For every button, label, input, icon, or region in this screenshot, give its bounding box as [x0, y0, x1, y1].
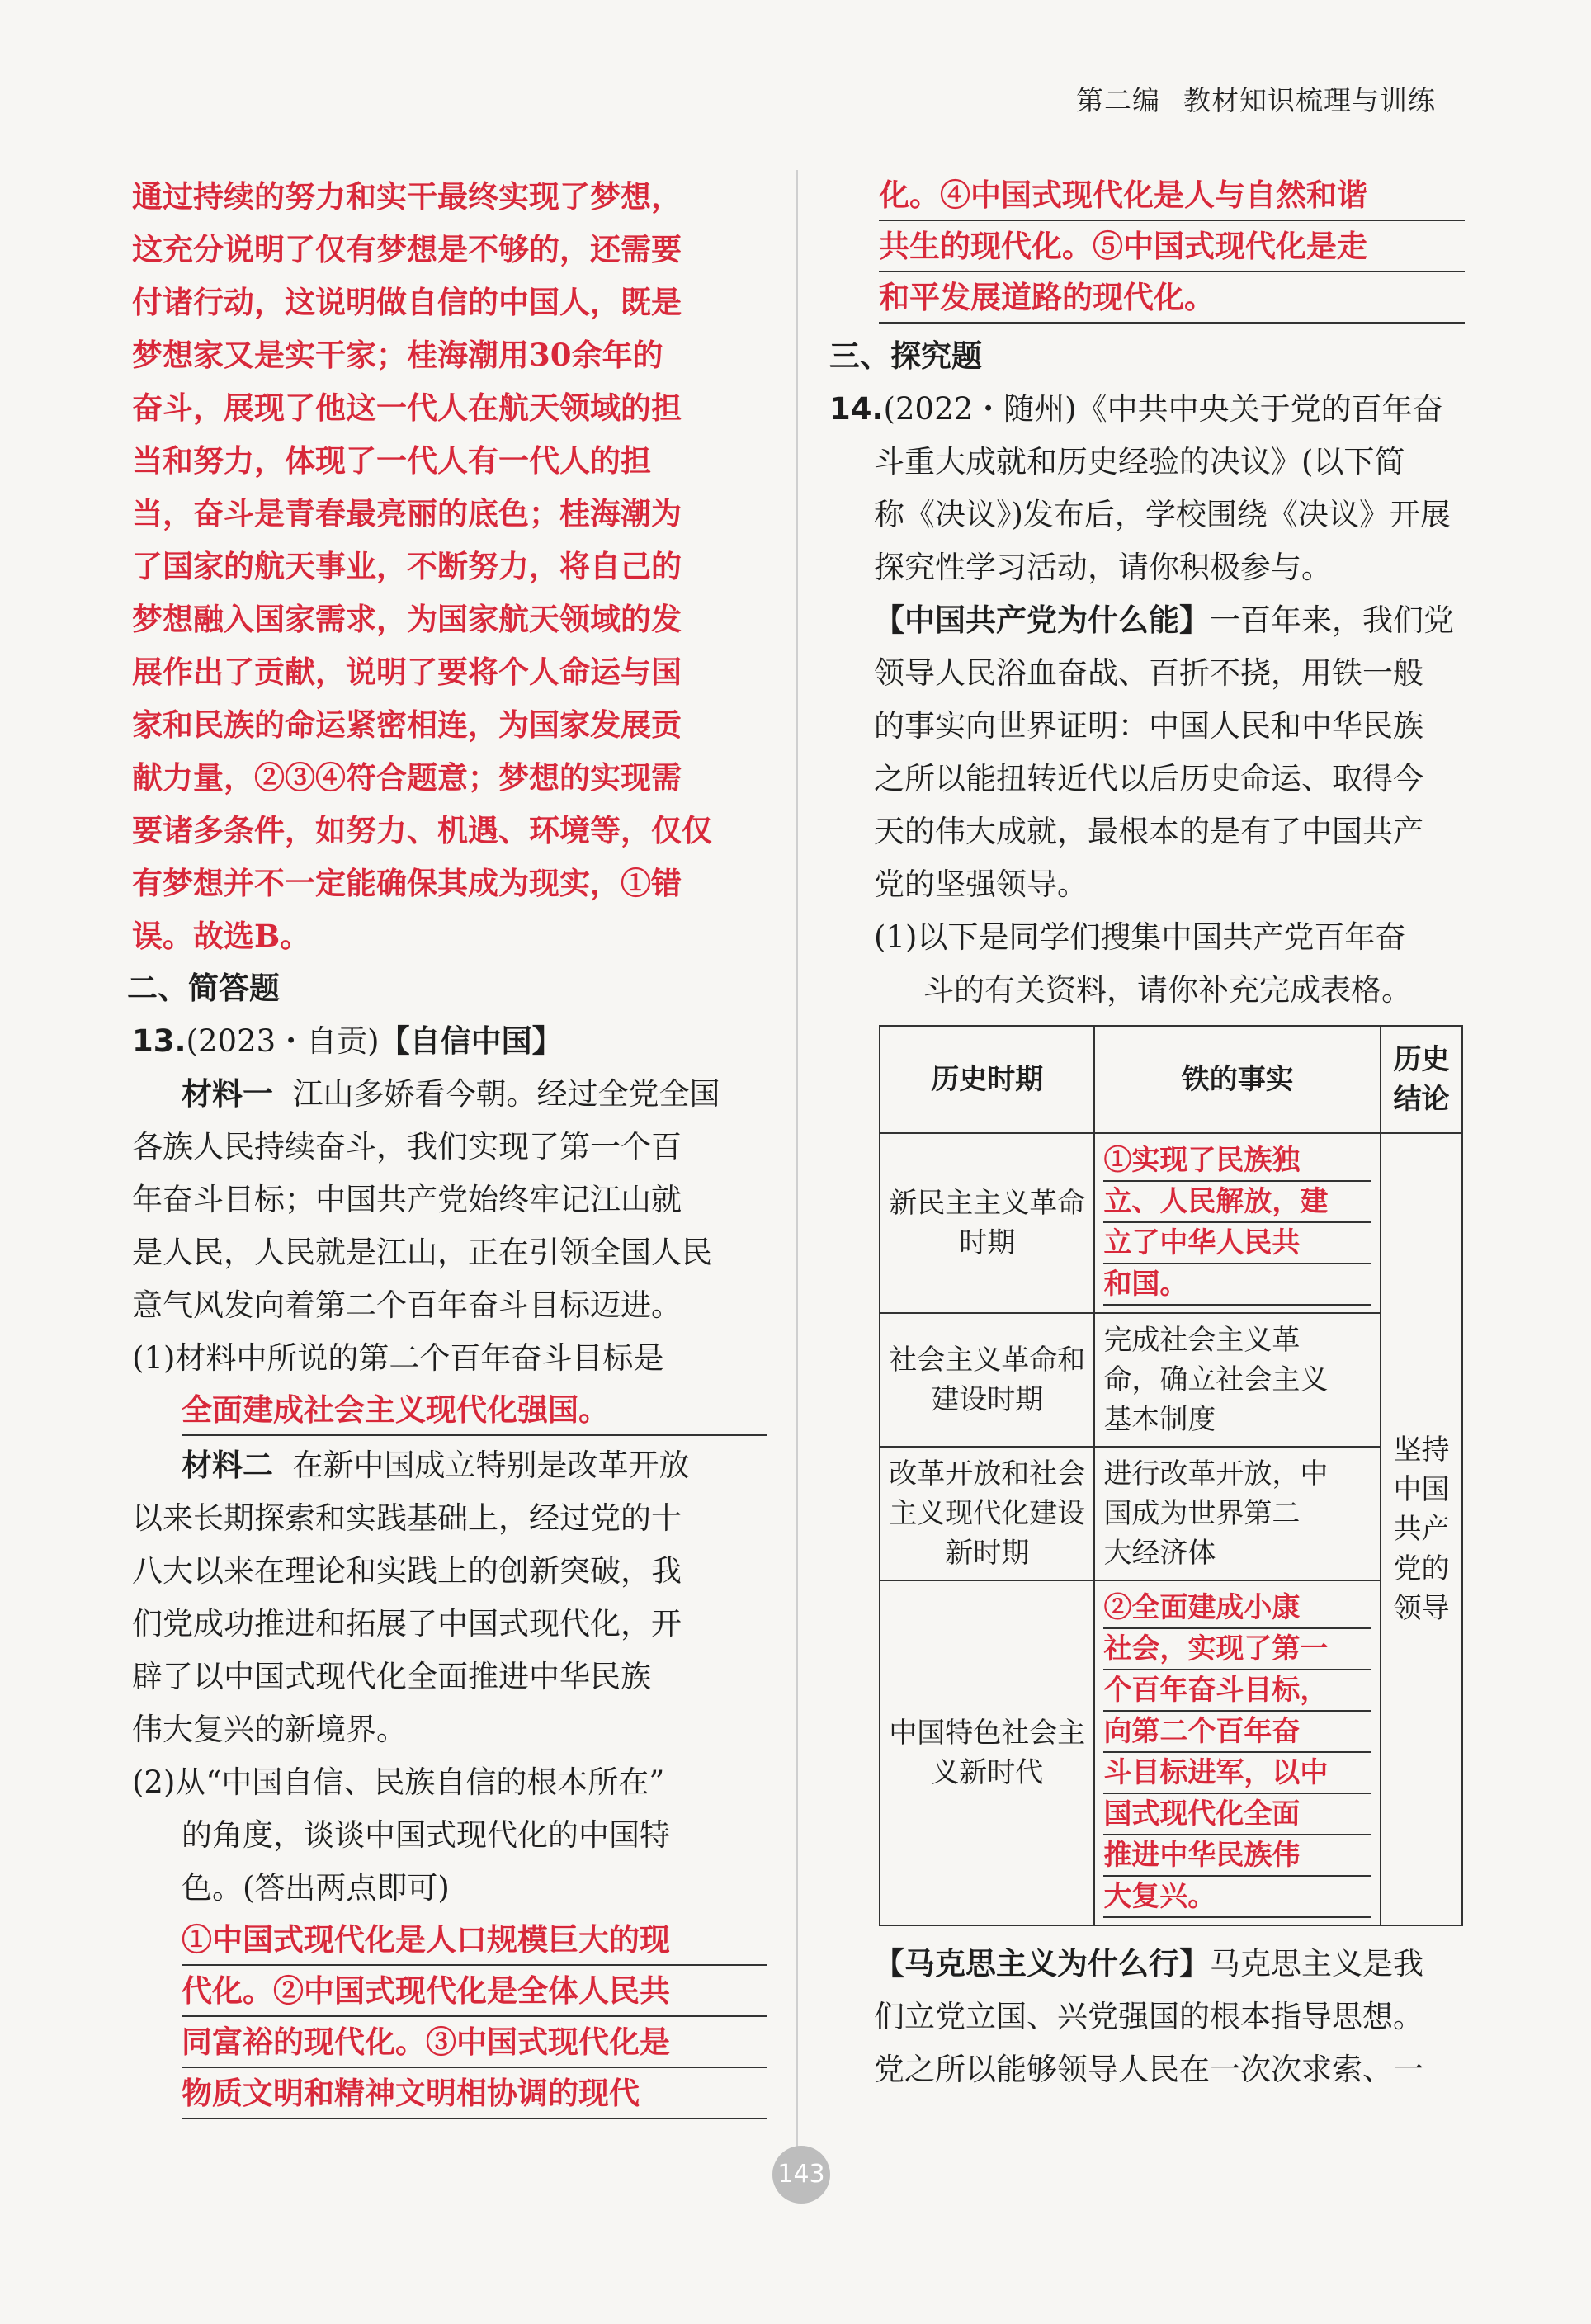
paragraph-text: 天的伟大成就，最根本的是有了中国共产 [874, 814, 1423, 849]
fact-line: 完成社会主义革 [1103, 1324, 1301, 1357]
fact-cell [1094, 1447, 1381, 1580]
section-heading-short-answer: 二、简答题 [127, 971, 280, 1006]
answer-line: 和平发展道路的现代化。 [879, 272, 1465, 324]
material-text: 八大以来在理论和实践上的创新突破，我 [132, 1553, 682, 1589]
answer-line: 社会，实现了第一 [1103, 1629, 1371, 1670]
q12-explanation [132, 170, 767, 962]
conclusion-cell: 坚持中国共产党的领导 [1381, 1133, 1462, 1925]
period-cell: 新民主主义革命时期 [880, 1133, 1094, 1313]
explanation-line: 这充分说明了仅有梦想是不够的，还需要 [132, 231, 682, 267]
answer-line: ①实现了民族独 [1103, 1141, 1371, 1182]
explanation-line: 有梦想并不一定能确保其成为现实，①错 [132, 865, 682, 901]
answer-line: 向第二个百年奋 [1103, 1712, 1371, 1753]
table-header: 历史时期 [880, 1026, 1094, 1133]
answer-line: 和国。 [1103, 1264, 1371, 1306]
question-text: 探究性学习活动，请你积极参与。 [874, 550, 1332, 585]
paragraph-text: 的事实向世界证明：中国人民和中华民族 [874, 708, 1423, 744]
fact-line: 国成为世界第二 [1103, 1497, 1301, 1530]
question-topic: 【自信中国】 [379, 1023, 563, 1059]
table-header-row [880, 1026, 1462, 1133]
section-heading-inquiry: 三、探究题 [829, 338, 982, 374]
answer-line: 斗目标进军，以中 [1103, 1753, 1371, 1794]
explanation-line: 展作出了贡献，说明了要将个人命运与国 [132, 654, 682, 690]
answer-13-1 [182, 1385, 767, 1436]
question-text: (1)以下是同学们搜集中国共产党百年奋 [874, 919, 1406, 955]
question-13-2 [132, 1756, 767, 1915]
material-text: 在新中国成立特别是改革开放 [292, 1448, 690, 1483]
explanation-line: 家和民族的命运紧密相连，为国家发展贡 [132, 706, 682, 743]
question-text: 称《决议》)发布后，学校围绕《决议》开展 [874, 497, 1451, 532]
question-source: (2023・自贡) [186, 1023, 380, 1059]
history-table [879, 1025, 1463, 1926]
fact-cell [1094, 1313, 1381, 1447]
paragraph-topic: 【马克思主义为什么行】 [874, 1946, 1210, 1982]
period-cell: 社会主义革命和建设时期 [880, 1313, 1094, 1447]
answer-line: 立了中华人民共 [1103, 1223, 1371, 1264]
paragraph-text: 马克思主义是我 [1210, 1946, 1423, 1982]
explanation-line: 梦想家又是实干家；桂海潮用30余年的 [132, 337, 663, 373]
explanation-line: 误。故选B。 [132, 918, 311, 954]
answer-line: ①中国式现代化是人口规模巨大的现 [182, 1915, 767, 1966]
answer-line: ②全面建成小康 [1103, 1588, 1371, 1629]
fact-line: 大经济体 [1103, 1537, 1216, 1570]
material-text: 年奋斗目标；中国共产党始终牢记江山就 [132, 1182, 682, 1217]
material-one [132, 1068, 767, 1332]
explanation-line: 当，奋斗是青春最亮丽的底色；桂海潮为 [132, 495, 682, 531]
table-row [880, 1133, 1462, 1313]
table-row [880, 1447, 1462, 1580]
question-text: 斗重大成就和历史经验的决议》(以下简 [874, 444, 1405, 479]
table-row [880, 1580, 1462, 1925]
table-row [880, 1313, 1462, 1447]
paragraph-party [829, 594, 1465, 911]
question-13-stem [132, 1015, 767, 1068]
explanation-line: 奋斗，展现了他这一代人在航天领域的担 [132, 390, 682, 426]
question-13-1: (1)材料中所说的第二个百年奋斗目标是 [132, 1340, 664, 1376]
answer-line: 物质文明和精神文明相协调的现代 [182, 2068, 767, 2119]
answer-line: 全面建成社会主义现代化强国。 [182, 1385, 767, 1436]
table-header: 铁的事实 [1094, 1026, 1381, 1133]
running-header [1076, 79, 1436, 118]
question-14-stem [829, 383, 1465, 594]
paragraph-text: 领导人民浴血奋战、百折不挠，用铁一般 [874, 655, 1423, 691]
answer-line: 立、人民解放，建 [1103, 1182, 1371, 1223]
answer-line: 大复兴。 [1103, 1877, 1371, 1918]
material-label: 材料一 [182, 1076, 273, 1112]
answer-line: 推进中华民族伟 [1103, 1835, 1371, 1877]
answer-line: 代化。②中国式现代化是全体人民共 [182, 1966, 767, 2017]
explanation-line: 了国家的航天事业，不断努力，将自己的 [132, 548, 682, 584]
material-text: 江山多娇看今朝。经过全党全国 [292, 1076, 720, 1112]
question-14-1 [829, 911, 1465, 1017]
answer-line: 国式现代化全面 [1103, 1794, 1371, 1835]
question-text: (2022・随州)《中共中央关于党的百年奋 [883, 391, 1443, 427]
left-column [127, 170, 767, 2119]
fact-line: 进行改革开放，中 [1103, 1457, 1329, 1490]
header-part: 第二编 [1076, 84, 1160, 116]
question-text: 的角度，谈谈中国式现代化的中国特 [182, 1817, 670, 1853]
paragraph-topic: 【中国共产党为什么能】 [874, 602, 1210, 638]
question-number: 14. [829, 391, 884, 427]
question-text: 斗的有关资料，请你补充完成表格。 [923, 972, 1412, 1008]
period-cell: 改革开放和社会主义现代化建设新时期 [880, 1447, 1094, 1580]
material-text: 意气风发向着第二个百年奋斗目标迈进。 [132, 1287, 682, 1323]
answer-line: 同富裕的现代化。③中国式现代化是 [182, 2017, 767, 2068]
fact-line: 命，确立社会主义 [1103, 1363, 1329, 1396]
material-text: 以来长期探索和实践基础上，经过党的十 [132, 1500, 682, 1536]
page-number: 143 [772, 2146, 830, 2204]
material-label: 材料二 [182, 1448, 273, 1483]
header-title: 教材知识梳理与训练 [1183, 84, 1436, 116]
material-two [132, 1439, 767, 1756]
paragraph-text: 一百年来，我们党 [1210, 602, 1454, 638]
material-text: 各族人民持续奋斗，我们实现了第一个百 [132, 1129, 682, 1164]
fact-line: 基本制度 [1103, 1403, 1216, 1436]
material-text: 是人民，人民就是江山，正在引领全国人民 [132, 1235, 712, 1270]
paragraph-marxism [829, 1938, 1465, 2096]
paragraph-text: 党之所以能够领导人民在一次次求索、一 [874, 2052, 1423, 2087]
right-column [829, 170, 1465, 2096]
question-number: 13. [132, 1023, 186, 1059]
period-cell: 中国特色社会主义新时代 [880, 1580, 1094, 1925]
answer-line: 化。④中国式现代化是人与自然和谐 [879, 170, 1465, 221]
question-text: 色。(答出两点即可) [182, 1870, 450, 1906]
fact-cell-answer [1094, 1580, 1381, 1925]
explanation-line: 通过持续的努力和实干最终实现了梦想， [132, 178, 682, 215]
fact-cell-answer [1094, 1133, 1381, 1313]
answer-13-2-continued [879, 170, 1465, 324]
explanation-line: 献力量，②③④符合题意；梦想的实现需 [132, 759, 682, 796]
explanation-line: 要诸多条件，如努力、机遇、环境等，仅仅 [132, 812, 712, 848]
explanation-line: 付诸行动，这说明做自信的中国人，既是 [132, 284, 682, 320]
material-text: 伟大复兴的新境界。 [132, 1712, 407, 1747]
paragraph-text: 之所以能扭转近代以后历史命运、取得今 [874, 761, 1423, 796]
table-header: 历史结论 [1381, 1026, 1462, 1133]
paragraph-text: 们立党立国、兴党强国的根本指导思想。 [874, 1999, 1423, 2034]
explanation-line: 当和努力，体现了一代人有一代人的担 [132, 442, 651, 479]
question-text: (2)从“中国自信、民族自信的根本所在” [132, 1764, 665, 1800]
answer-13-2 [182, 1915, 767, 2119]
paragraph-text: 党的坚强领导。 [874, 867, 1088, 902]
answer-line: 共生的现代化。⑤中国式现代化是走 [879, 221, 1465, 272]
column-divider [796, 170, 798, 2192]
material-text: 们党成功推进和拓展了中国式现代化，开 [132, 1606, 682, 1641]
material-text: 辟了以中国式现代化全面推进中华民族 [132, 1659, 651, 1694]
explanation-line: 梦想融入国家需求，为国家航天领域的发 [132, 601, 682, 637]
answer-line: 个百年奋斗目标， [1103, 1670, 1371, 1712]
